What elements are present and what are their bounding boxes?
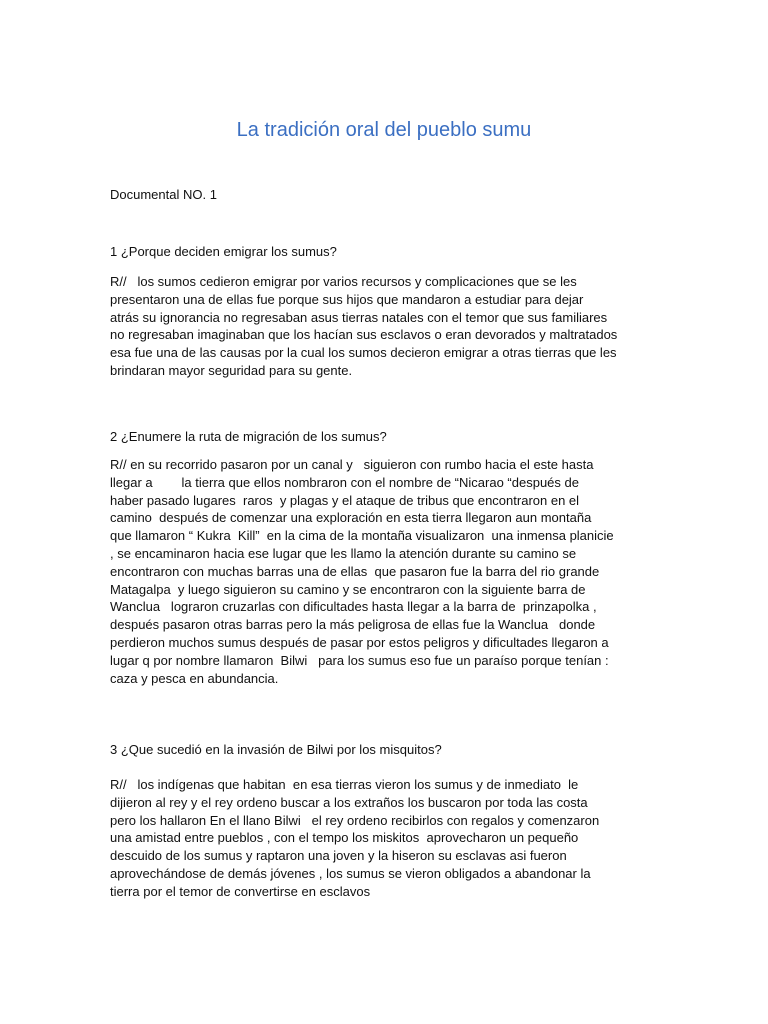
document-subtitle: Documental NO. 1	[110, 187, 217, 202]
question-2: 2 ¿Enumere la ruta de migración de los sumus?	[110, 429, 387, 444]
question-3: 3 ¿Que sucedió en la invasión de Bilwi por los misquitos?	[110, 742, 442, 757]
answer-2: R// en su recorrido pasaron por un canal y siguieron con rumbo hacia el este hasta llegar a la tierra que ellos nombraron con el nombre de “Nicarao “después de haber pasado lugares raros y plagas y el ataque de tribus que encontraron en el camino después de comenzar una exploración en esta tierra llegaron aun montaña que llamaron “ Kukra Kill” en la cima de la montaña visualizaron una inmensa planicie , se encaminaron hacia ese lugar que les llamo la atención durante su camino se encontraron con muchas barras una de ellas que pasaron fue la barra del rio grande Matagalpa y luego siguieron su camino y se encontraron con la siguiente barra de Wanclua lograron cruzarlas con dificultades hasta llegar a la barra de prinzapolka , después pasaron otras barras pero la más peligrosa de ellas fue la Wanclua donde perdieron muchos sumus después de pasar por estos peligros y dificultades llegaron a lugar q por nombre llamaron Bilwi para los sumus eso fue un paraíso porque tenían : caza y pesca en abundancia.	[110, 457, 614, 686]
document-title: La tradición oral del pueblo sumu	[236, 119, 532, 141]
answer-3: R// los indígenas que habitan en esa tierras vieron los sumus y de inmediato le dijieron al rey y el rey ordeno buscar a los extraños los buscaron por toda las costa pero los hallaron En el llano Bilwi el rey ordeno recibirlos con regalos y comenzaron una amistad entre pueblos , con el tempo los miskitos aprovecharon un pequeño descuido de los sumus y raptaron una joven y la hiseron su esclavas asi fueron aprovechándose de demás jóvenes , los sumus se vieron obligados a abandonar la tierra por el temor de convertirse en esclavos	[110, 777, 600, 899]
answer-1: R// los sumos cedieron emigrar por varios recursos y complicaciones que se les presentaron una de ellas fue porque sus hijos que mandaron a estudiar para dejar atrás su ignorancia no regresaban asus tierras natales con el temor que sus familiares no regresaban imaginaban que los hacían sus esclavos o eran devorados y maltratados esa fue una de las causas por la cual los sumos decieron emigrar a otras tierras que les brindaran mayor seguridad para su gente.	[110, 274, 618, 378]
question-1: 1 ¿Porque deciden emigrar los sumus?	[110, 244, 337, 259]
